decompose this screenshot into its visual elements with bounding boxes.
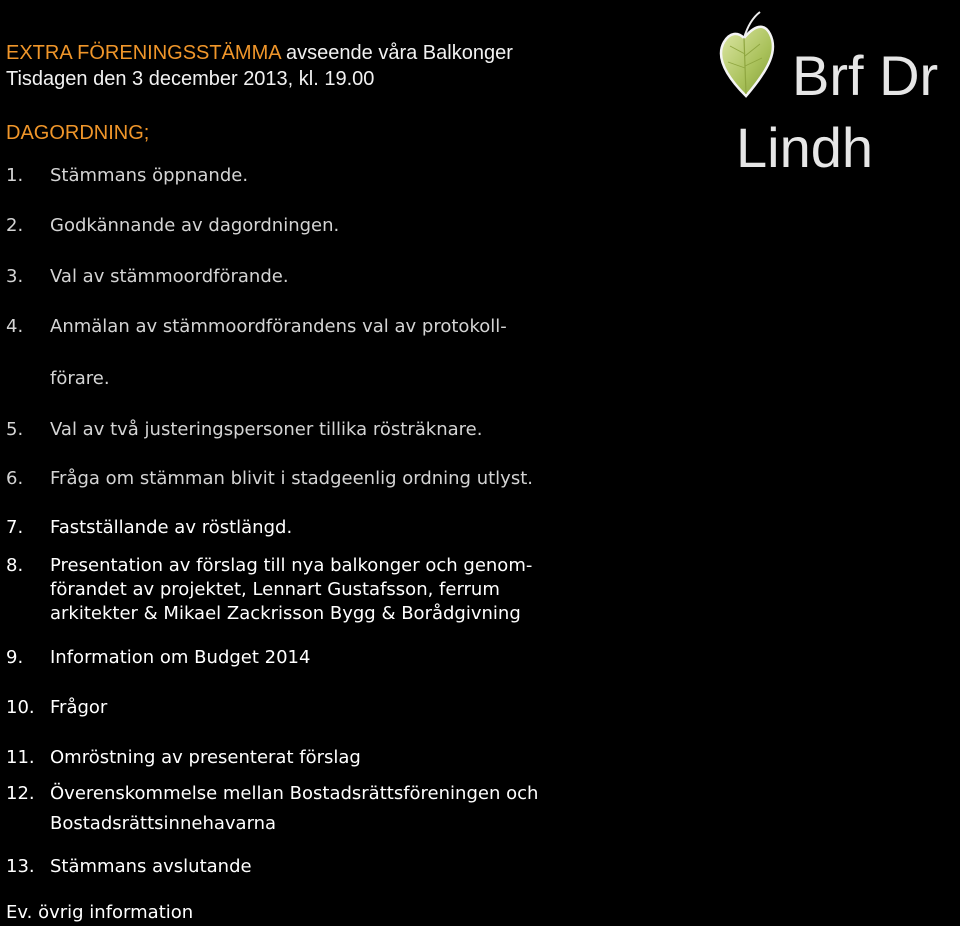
agenda-number: 11. [6,747,35,768]
agenda-text: Val av två justeringspersoner tillika rösträknare. [50,419,483,440]
agenda-number: 8. [6,555,24,576]
agenda-text: Fastställande av röstlängd. [50,517,293,538]
agenda-number: 1. [6,165,24,186]
agenda-item-4-continuation: förare. [50,368,110,389]
agenda-number: 9. [6,647,24,668]
agenda-number: 10. [6,697,35,718]
agenda-heading: DAGORDNING; [6,122,150,144]
agenda-text: Anmälan av stämmoordförandens val av protokoll- [50,316,507,337]
agenda-number: 4. [6,316,24,337]
brand-line1: Brf Dr [792,44,939,107]
meeting-title-rest: avseende våra Balkonger [280,42,513,64]
agenda-text: arkitekter & Mikael Zackrisson Bygg & Borådgivning [50,603,521,624]
brand-line2: Lindh [736,116,874,179]
agenda-text: Frågor [50,697,108,718]
agenda-number: 6. [6,468,24,489]
agenda-text: Stämmans avslutande [50,856,252,877]
meeting-title-highlight: EXTRA FÖRENINGSSTÄMMA [6,42,281,64]
agenda-number: 12. [6,783,35,804]
agenda-text: Stämmans öppnande. [50,165,249,186]
agenda-footer-line: Ev. övrig information [6,902,194,923]
agenda-text: Presentation av förslag till nya balkonger och genom- [50,555,533,576]
agenda-number: 7. [6,517,24,538]
agenda-text: Fråga om stämman blivit i stadgeenlig ordning utlyst. [50,468,533,489]
agenda-text: Information om Budget 2014 [50,647,311,668]
agenda-text: Godkännande av dagordningen. [50,215,340,236]
agenda-number: 5. [6,419,24,440]
meeting-date: Tisdagen den 3 december 2013, kl. 19.00 [6,68,375,90]
agenda-text: Bostadsrättsinnehavarna [50,813,277,834]
agenda-number: 3. [6,266,24,287]
leaf-icon [714,4,786,108]
agenda-number: 13. [6,856,35,877]
agenda-text: Omröstning av presenterat förslag [50,747,361,768]
meeting-title [6,42,513,65]
agenda-text: Val av stämmoordförande. [50,266,289,287]
agenda-text: Överenskommelse mellan Bostadsrättsföreningen och [50,783,539,804]
agenda-number: 2. [6,215,24,236]
agenda-text: förandet av projektet, Lennart Gustafsson, ferrum [50,579,500,600]
